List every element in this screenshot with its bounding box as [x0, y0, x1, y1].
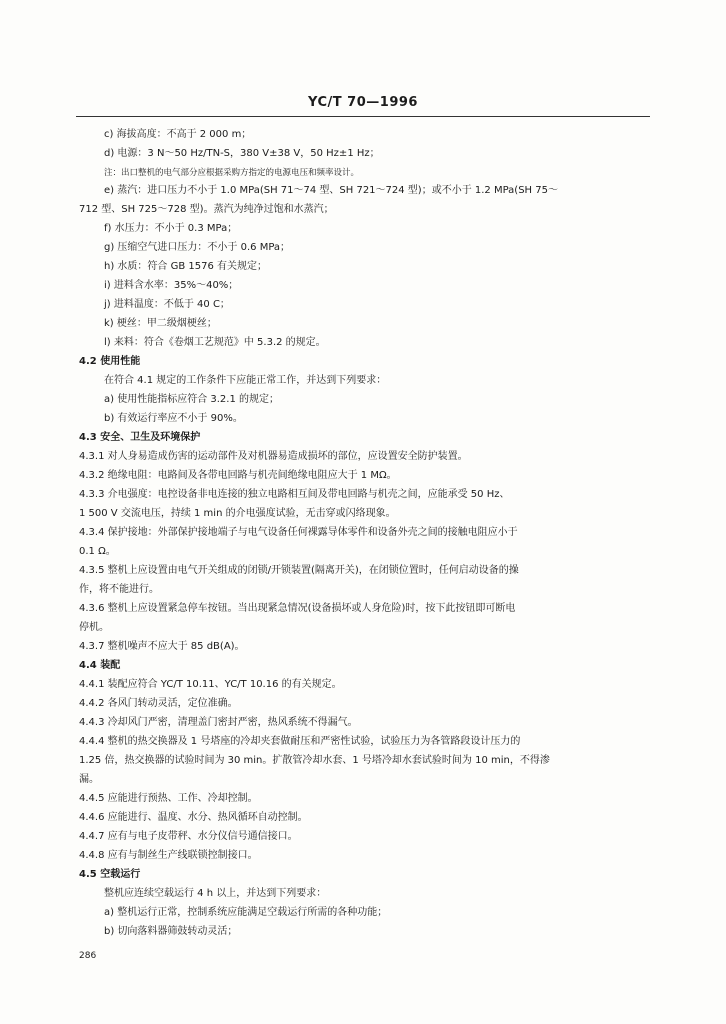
text-line: 在符合 4.1 规定的工作条件下应能正常工作，并达到下列要求： — [104, 375, 387, 386]
text-line: 1.25 倍，热交换器的试验时间为 30 min。扩散管冷却水套、1 号塔冷却水套试验时间为 10 min，不得渗 — [79, 755, 550, 766]
clause-line: 4.3.7 整机噪声不应大于 85 dB(A)。 — [79, 641, 245, 652]
section-heading: 4.2 使用性能 — [79, 356, 141, 367]
clause-line: 4.3.3 介电强度：电控设备非电连接的独立电路相互间及带电回路与机壳之间，应能承受 50 Hz、 — [79, 489, 510, 500]
text-line: k) 梗丝：甲二级烟梗丝； — [104, 318, 217, 329]
text-line: b) 切向落料器筛鼓转动灵活； — [104, 926, 238, 937]
page-header-title: YC/T 70—1996 — [308, 95, 418, 110]
clause-line: 4.3.6 整机上应设置紧急停车按钮。当出现紧急情况(设备损坏或人身危险)时，按下此按钮即可断电 — [79, 603, 516, 614]
clause-line: 4.4.3 冷却风门严密，清理盖门密封严密，热风系统不得漏气。 — [79, 717, 358, 728]
clause-line: 4.4.5 应能进行预热、工作、冷却控制。 — [79, 793, 258, 804]
section-heading: 4.4 装配 — [79, 660, 121, 671]
text-line: f) 水压力：不小于 0.3 MPa； — [104, 223, 238, 234]
text-line: h) 水质：符合 GB 1576 有关规定； — [104, 261, 268, 272]
section-heading: 4.3 安全、卫生及环境保护 — [79, 432, 201, 443]
clause-line: 4.3.4 保护接地：外部保护接地端子与电气设备任何裸露导体零件和设备外壳之间的接触电阻应小于 — [79, 527, 518, 538]
text-line: 整机应连续空载运行 4 h 以上，并达到下列要求： — [104, 888, 327, 899]
text-line: c) 海拔高度：不高于 2 000 m； — [104, 129, 252, 140]
text-line: 0.1 Ω。 — [79, 546, 116, 557]
text-line: e) 蒸汽：进口压力不小于 1.0 MPa(SH 71～74 型、SH 721～724 型)；或不小于 1.2 MPa(SH 75～ — [104, 185, 558, 196]
text-line: 作，将不能进行。 — [79, 584, 159, 595]
clause-line: 4.3.1 对人身易造成伤害的运动部件及对机器易造成损坏的部位，应设置安全防护装置。 — [79, 451, 468, 462]
note-line: 注：出口整机的电气部分应根据采购方指定的电源电压和频率设计。 — [104, 168, 360, 178]
text-line: 1 500 V 交流电压，持续 1 min 的介电强度试验，无击穿或闪络现象。 — [79, 508, 396, 519]
clause-line: 4.3.2 绝缘电阻：电路间及各带电回路与机壳间绝缘电阻应大于 1 MΩ。 — [79, 470, 397, 481]
text-line: 712 型、SH 725～728 型)。蒸汽为纯净过饱和水蒸汽； — [79, 204, 334, 215]
text-line: d) 电源：3 N～50 Hz/TN-S，380 V±38 V，50 Hz±1 Hz； — [104, 148, 380, 159]
clause-line: 4.4.7 应有与电子皮带秤、水分仪信号通信接口。 — [79, 831, 298, 842]
text-line: a) 整机运行正常，控制系统应能满足空载运行所需的各种功能； — [104, 907, 388, 918]
header-rule — [76, 116, 650, 117]
page-number: 286 — [79, 951, 97, 961]
clause-line: 4.4.6 应能进行、温度、水分、热风循环自动控制。 — [79, 812, 308, 823]
text-line: 漏。 — [79, 774, 99, 785]
text-line: b) 有效运行率应不小于 90%。 — [104, 413, 243, 424]
text-line: j) 进料温度：不低于 40 C； — [104, 299, 230, 310]
text-line: i) 进料含水率：35%～40%； — [104, 280, 239, 291]
clause-line: 4.4.4 整机的热交换器及 1 号塔座的冷却夹套做耐压和严密性试验，试验压力为各管路段设计压力的 — [79, 736, 521, 747]
text-line: 停机。 — [79, 622, 109, 633]
clause-line: 4.4.1 装配应符合 YC/T 10.11、YC/T 10.16 的有关规定。 — [79, 679, 342, 690]
clause-line: 4.3.5 整机上应设置由电气开关组成的闭锁/开锁装置(隔离开关)，在闭锁位置时，任何启动设备的操 — [79, 565, 519, 576]
text-line: a) 使用性能指标应符合 3.2.1 的规定； — [104, 394, 280, 405]
text-line: l) 来料：符合《卷烟工艺规范》中 5.3.2 的规定。 — [104, 337, 326, 348]
clause-line: 4.4.2 各风门转动灵活，定位准确。 — [79, 698, 238, 709]
clause-line: 4.4.8 应有与制丝生产线联锁控制接口。 — [79, 850, 258, 861]
text-line: g) 压缩空气进口压力：不小于 0.6 MPa； — [104, 242, 291, 253]
section-heading: 4.5 空载运行 — [79, 869, 141, 880]
